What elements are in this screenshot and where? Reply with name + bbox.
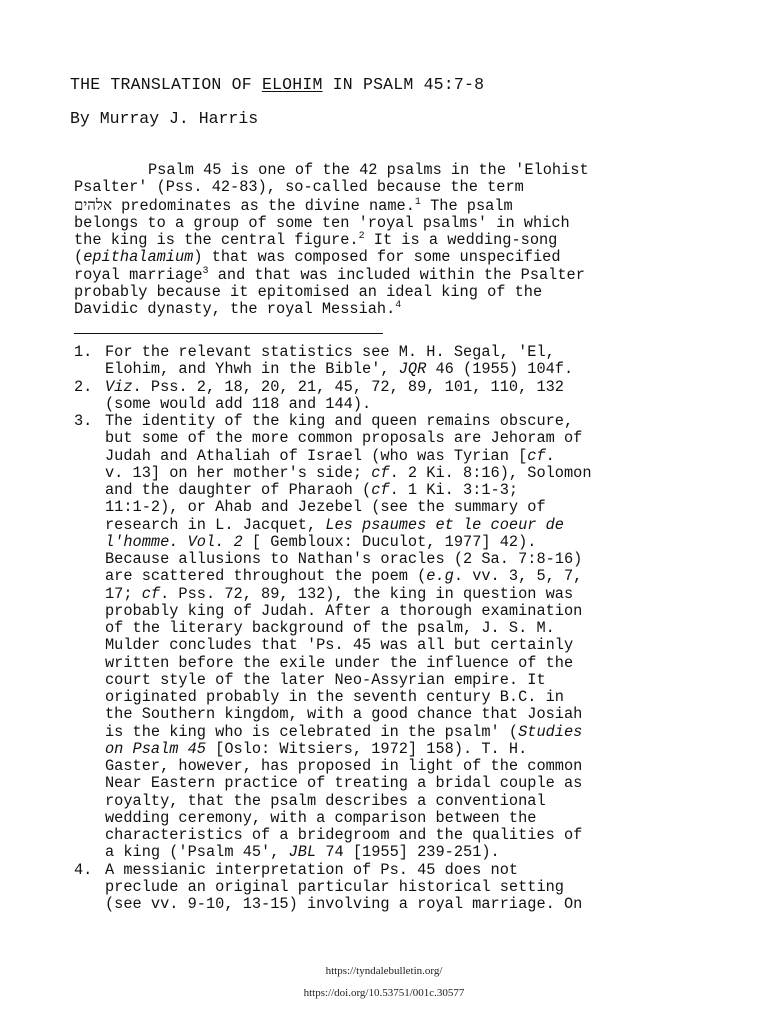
footnote-text: but some of the more common proposals are Jehoram of [105,429,583,448]
hebrew-word: אלהים [74,195,112,214]
footnote-line [105,741,714,758]
footnote-italic: cf [371,463,390,482]
footnote-divider [74,333,383,334]
footnote-ref: 2 [358,231,365,243]
body-text-run: probably because it epitomised an ideal king of the [74,283,543,302]
footnote-italic: Studies [518,722,583,741]
body-line [74,197,714,215]
footnote-text: preclude an original particular historical setting [105,877,564,896]
footnote-text: . Pss. 72, 89, 132), the king in question was [160,584,574,603]
footnote-italic: e.g [426,567,454,586]
footnote-text: [ Gembloux: Duculot, 1977] 42). [242,532,537,551]
footnote-line [105,793,714,810]
title-part-1: THE TRANSLATION OF [70,75,262,94]
footnote-text: royalty, that the psalm describes a conventional [105,791,546,810]
footnote-text: (see vv. 9-10, 13-15) involving a royal marriage. On [105,895,583,913]
footnote-line [105,430,714,447]
footnote-text: Near Eastern practice of treating a bridal couple as [105,774,583,793]
footnote-line [105,655,714,672]
footnote-line [105,568,714,585]
footnote-line [105,896,714,913]
footnote-text: Elohim, and Yhwh in the Bible', [105,360,399,379]
footnote-line [105,827,714,844]
footnote-line [105,534,714,551]
footer-url-tyndale[interactable]: https://tyndalebulletin.org/ [325,965,443,977]
body-text-run: royal marriage [74,265,203,284]
footnote-text: 74 [1955] 239-251). [316,843,500,862]
footnote-text: 11:1-2), or Ahab and Jezebel (see the summary of [105,498,546,517]
footnote-text: probably king of Judah. After a thorough examination [105,601,583,620]
footnote-text: 46 (1955) 104f. [426,360,574,379]
article-title [70,75,484,94]
footnote-line [105,586,714,603]
footnote-line [105,465,714,482]
footnote-text: are scattered throughout the poem ( [105,567,427,586]
footnote-text: Because allusions to Nathan's oracles (2 Sa. 7:8-16) [105,550,583,568]
footnote-line [105,844,714,861]
footnote-line [105,551,714,568]
footnote-1 [74,344,714,379]
title-part-2: IN PSALM 45:7-8 [322,75,485,94]
footnote-text: (some would add 118 and 144). [105,394,372,413]
footnote-2 [74,379,714,414]
footnote-text: . Pss. 2, 18, 20, 21, 45, 72, 89, 101, 110, 132 [132,377,564,396]
footnote-text: A messianic interpretation of Ps. 45 does not [105,860,519,879]
footnote-text: . 2 Ki. 8:16), Solomon [389,463,592,482]
footer-url-doi[interactable]: https://doi.org/10.53751/001c.30577 [303,987,465,999]
body-line [74,267,714,284]
footnote-line [105,879,714,896]
body-line [74,215,714,232]
footnote-text: research in L. Jacquet, [105,515,326,534]
body-text-run: Psalter' (Pss. 42-83), so-called because the term [74,178,524,197]
footnote-text: The identity of the king and queen remains obscure, [105,412,574,430]
body-line [74,284,714,301]
footnote-text: characteristics of a bridegroom and the qualities of [105,826,583,844]
body-text-run: The psalm [420,196,513,215]
footnote-text: wedding ceremony, with a comparison between the [105,808,537,827]
footnote-text: originated probably in the seventh century B.C. in [105,688,564,706]
footnote-text: of the literary background of the psalm, J. S. M. [105,619,555,637]
footnote-3 [74,413,714,862]
footnote-line [105,499,714,516]
footnote-line [105,672,714,689]
body-text-run: predominates as the divine name. [111,196,415,215]
footnote-number: 2. [74,377,93,396]
footnote-text: the Southern kingdom, with a good chance that Josiah [105,705,583,724]
italic-term: epithalamium [83,248,194,267]
footnote-text: . 1 Ki. 3:1-3; [389,481,519,499]
body-text-run: ) that was composed for some unspecified [193,248,561,267]
body-line [74,162,714,179]
footnote-ref: 1 [414,196,421,208]
footnote-line [105,758,714,775]
footnote-text: Gaster, however, has proposed in light of the common [105,757,583,775]
footnote-line [105,689,714,706]
footnote-text: [Oslo: Witsiers, 1972] 158). T. H. [205,739,528,758]
footnote-italic: cf [141,584,161,603]
footnote-line [105,413,714,430]
footnote-number: 3. [74,412,93,430]
footnote-italic: Viz [105,377,133,396]
footnote-line [105,361,714,378]
footnote-italic: on Psalm 45 [105,739,206,758]
footnote-ref: 4 [395,300,402,312]
footnote-text: is the king who is celebrated in the psalm' ( [105,722,519,741]
footnote-ref: 3 [202,265,209,277]
footnotes [74,344,714,913]
footnote-italic: l'homme. Vol. 2 [105,532,243,551]
body-text-run: Psalm 45 is one of the 42 psalms in the 'Elohist [148,161,589,179]
footnote-text: 17; [105,584,142,603]
footnote-line [105,344,714,361]
footnote-line [105,448,714,465]
footnote-text: . [545,446,555,465]
footnote-text: . vv. 3, 5, 7, [453,567,583,586]
footnote-line [105,396,714,413]
footnote-number: 4. [74,860,93,879]
footnote-text: Mulder concludes that 'Ps. 45 was all but certainly [105,636,574,655]
footnote-italic: cf [527,446,546,465]
footnote-line [105,620,714,637]
footnote-text: written before the exile under the influence of the [105,653,574,672]
body-paragraph [74,162,714,319]
footnote-line [105,862,714,879]
footnote-line [105,379,714,396]
footnote-text: Judah and Athaliah of Israel (who was Tyrian [ [105,446,528,465]
footnote-italic: cf [371,481,390,499]
footnote-4 [74,862,714,914]
body-line [74,301,714,318]
body-text-run: the king is the central figure. [74,231,359,250]
footnote-line [105,482,714,499]
footnote-line [105,724,714,741]
footnote-text: a king ('Psalm 45', [105,843,289,862]
footnote-italic: Les psaumes et le coeur de [325,515,564,534]
footnote-text: For the relevant statistics see M. H. Segal, 'El, [105,343,555,361]
body-text-run: belongs to a group of some ten 'royal psalms' in which [74,213,570,232]
body-line [74,232,714,249]
footnote-line [105,810,714,827]
footnote-italic: JQR [398,360,427,379]
body-text-run: It is a wedding-song [364,231,558,250]
body-text-run: ( [74,248,84,267]
body-text-run: Davidic dynasty, the royal Messiah. [74,300,396,319]
title-elohim-underlined: ELOHIM [261,75,323,94]
article-author: By Murray J. Harris [70,109,259,128]
footnote-text: and the daughter of Pharaoh ( [105,481,372,499]
footnote-italic: JBL [288,843,317,862]
footnote-line [105,775,714,792]
footnote-text: v. 13] on her mother's side; [105,463,372,482]
footnote-number: 1. [74,343,93,361]
footnote-line [105,603,714,620]
footnote-line [105,706,714,723]
body-line [74,179,714,196]
footnote-line [105,517,714,534]
footnote-text: court style of the later Neo-Assyrian empire. It [105,670,546,689]
body-text-run: and that was included within the Psalter [208,265,585,284]
body-line [74,249,714,266]
footnote-line [105,637,714,654]
